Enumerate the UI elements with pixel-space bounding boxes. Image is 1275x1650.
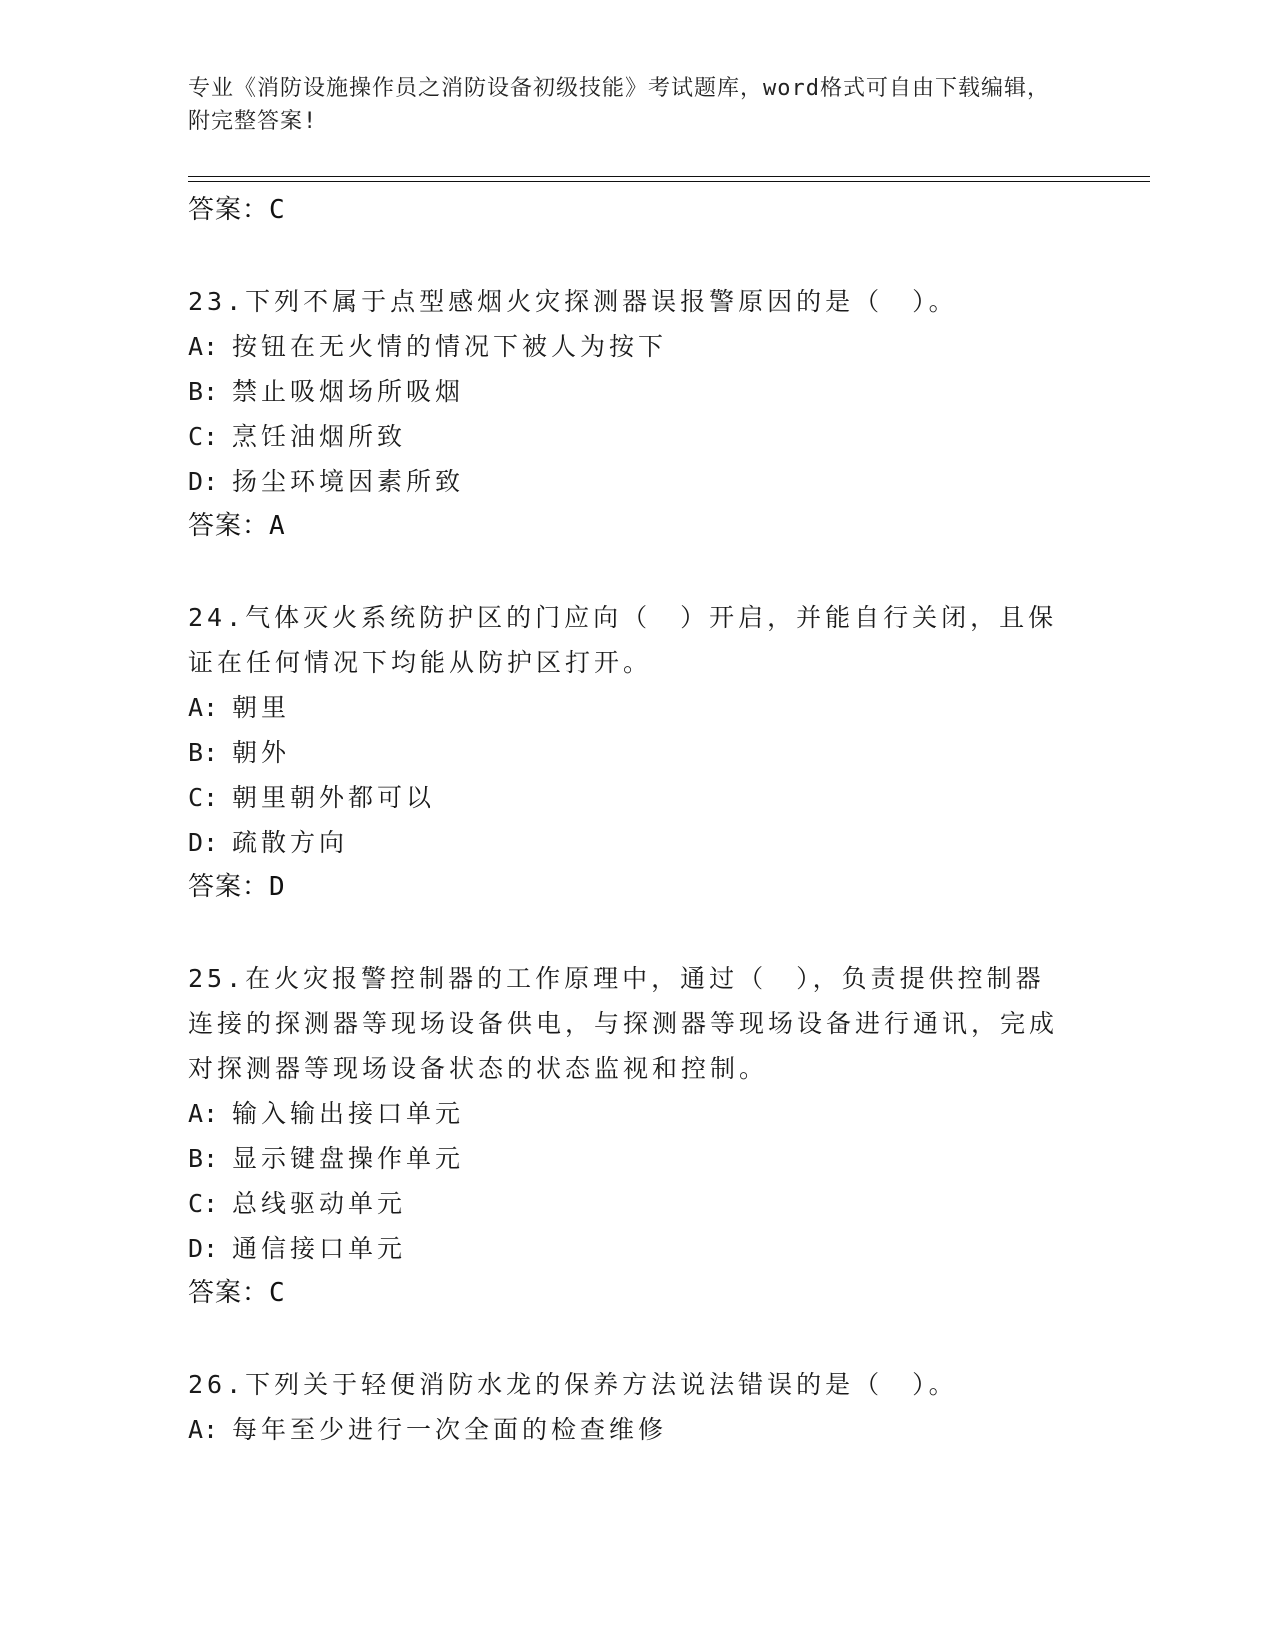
answer-label: 答案： bbox=[188, 195, 270, 225]
answer-label: 答案： bbox=[188, 1278, 270, 1308]
option-label: B: bbox=[188, 738, 219, 767]
option-text: 疏散方向 bbox=[232, 828, 349, 857]
option-label: B: bbox=[188, 377, 219, 406]
option-c bbox=[188, 1181, 1068, 1226]
page-header: 专业《消防设施操作员之消防设备初级技能》考试题库，word格式可自由下载编辑，附完整答案! bbox=[188, 76, 1050, 134]
option-text: 朝外 bbox=[232, 738, 291, 767]
option-text: 按钮在无火情的情况下被人为按下 bbox=[232, 332, 668, 361]
option-label: D: bbox=[188, 1234, 219, 1263]
answer-label: 答案： bbox=[188, 872, 270, 902]
option-d bbox=[188, 820, 1068, 865]
option-c bbox=[188, 414, 1068, 459]
option-a bbox=[188, 1407, 1068, 1452]
option-a bbox=[188, 1091, 1068, 1136]
option-text: 通信接口单元 bbox=[232, 1234, 407, 1263]
option-text: 输入输出接口单元 bbox=[232, 1099, 465, 1128]
question-stem: 26.下列关于轻便消防水龙的保养方法说法错误的是（ ）。 bbox=[188, 1370, 958, 1399]
header-rule-bottom bbox=[188, 181, 1150, 182]
header-rule-top bbox=[188, 176, 1150, 177]
option-text: 朝里朝外都可以 bbox=[232, 783, 436, 812]
answer-line bbox=[188, 1271, 1068, 1316]
question-stem: 25.在火灾报警控制器的工作原理中，通过（ ），负责提供控制器连接的探测器等现场设备供电，与探测器等现场设备进行通讯，完成对探测器等现场设备状态的状态监视和控制。 bbox=[188, 964, 1059, 1083]
option-a bbox=[188, 685, 1068, 730]
option-d bbox=[188, 459, 1068, 504]
answer-line bbox=[188, 504, 1068, 549]
answer-value: A bbox=[269, 511, 286, 541]
question-stem: 23.下列不属于点型感烟火灾探测器误报警原因的是（ ）。 bbox=[188, 287, 958, 316]
option-label: B: bbox=[188, 1144, 219, 1173]
option-label: D: bbox=[188, 467, 219, 496]
option-text: 每年至少进行一次全面的检查维修 bbox=[232, 1415, 668, 1444]
option-label: A: bbox=[188, 1099, 219, 1128]
option-b bbox=[188, 369, 1068, 414]
option-b bbox=[188, 730, 1068, 775]
option-label: A: bbox=[188, 1415, 219, 1444]
option-text: 烹饪油烟所致 bbox=[232, 422, 407, 451]
option-text: 显示键盘操作单元 bbox=[232, 1144, 465, 1173]
question-stem: 24.气体灭火系统防护区的门应向（ ）开启，并能自行关闭，且保证在任何情况下均能从防护区打开。 bbox=[188, 603, 1058, 677]
question-23 bbox=[188, 279, 1068, 549]
option-text: 禁止吸烟场所吸烟 bbox=[232, 377, 465, 406]
document-body bbox=[188, 188, 1068, 1452]
answer-line bbox=[188, 188, 1068, 233]
question-24 bbox=[188, 595, 1068, 910]
answer-value: C bbox=[269, 1278, 286, 1308]
answer-value: D bbox=[269, 872, 286, 902]
question-25 bbox=[188, 956, 1068, 1316]
option-b bbox=[188, 1136, 1068, 1181]
answer-label: 答案： bbox=[188, 511, 270, 541]
option-d bbox=[188, 1226, 1068, 1271]
question-26 bbox=[188, 1362, 1068, 1452]
option-c bbox=[188, 775, 1068, 820]
option-label: C: bbox=[188, 1189, 219, 1218]
option-label: A: bbox=[188, 332, 219, 361]
option-label: C: bbox=[188, 783, 219, 812]
option-label: A: bbox=[188, 693, 219, 722]
answer-line bbox=[188, 865, 1068, 910]
option-text: 总线驱动单元 bbox=[232, 1189, 407, 1218]
option-text: 朝里 bbox=[232, 693, 291, 722]
option-label: D: bbox=[188, 828, 219, 857]
option-label: C: bbox=[188, 422, 219, 451]
answer-value: C bbox=[269, 195, 286, 225]
option-a bbox=[188, 324, 1068, 369]
option-text: 扬尘环境因素所致 bbox=[232, 467, 465, 496]
